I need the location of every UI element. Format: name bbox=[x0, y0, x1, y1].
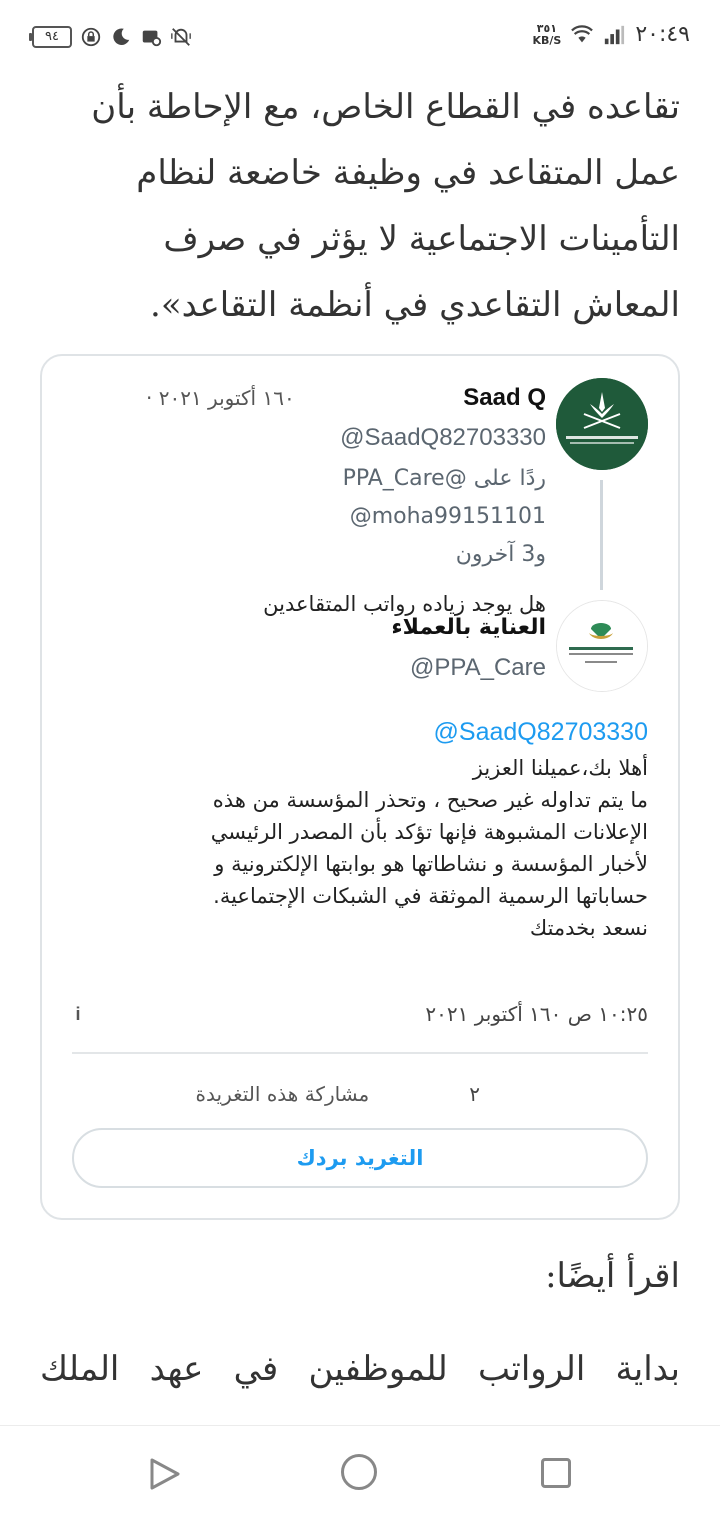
back-triangle-icon[interactable] bbox=[146, 1456, 182, 1492]
tweet-date-text: ١٦٠ أكتوبر ٢٠٢١ bbox=[158, 386, 295, 410]
tweet-meta bbox=[68, 994, 648, 1034]
embedded-tweet-card[interactable] bbox=[40, 354, 680, 1220]
reply-button[interactable]: التغريد بردك bbox=[72, 1128, 648, 1188]
tweet-date[interactable] bbox=[146, 386, 295, 410]
notification-icon bbox=[140, 26, 162, 48]
tweet-timestamp[interactable]: ١٠:٢٥ ص ١٦٠ أكتوبر ٢٠٢١ bbox=[425, 1002, 648, 1026]
article-body bbox=[40, 74, 680, 338]
navigation-bar bbox=[0, 1425, 720, 1520]
read-also-heading: اقرأ أيضًا: bbox=[545, 1256, 680, 1296]
mute-icon bbox=[170, 26, 192, 48]
tweet-text-line: لأخبار المؤسسة و نشاطاتها هو بوابتها الإلكترونية و bbox=[214, 852, 648, 876]
author-handle[interactable]: @SaadQ82703330 bbox=[340, 424, 546, 451]
date-separator: · bbox=[146, 386, 153, 410]
tweet-text-line: أهلا بك،عميلنا العزيز bbox=[472, 756, 648, 780]
tweet-text-line: نسعد بخدمتك bbox=[529, 916, 648, 940]
home-circle-icon[interactable] bbox=[341, 1454, 377, 1490]
original-tweet[interactable] bbox=[146, 378, 546, 620]
network-speed bbox=[532, 23, 561, 47]
clock: ٢٠:٤٩ bbox=[635, 22, 690, 47]
replying-to[interactable] bbox=[146, 460, 546, 574]
speed-value: ٣٥١ bbox=[536, 21, 557, 35]
author-handle[interactable]: @PPA_Care bbox=[410, 654, 546, 681]
tweet-text-line: حساباتها الرسمية الموثقة في الشبكات الإجتماعية. bbox=[213, 884, 648, 908]
article-line: تقاعده في القطاع الخاص، مع الإحاطة بأن bbox=[91, 87, 680, 127]
tweet-header bbox=[146, 378, 546, 418]
speed-unit: KB/S bbox=[532, 33, 562, 47]
avatar[interactable] bbox=[556, 378, 648, 470]
reply-tweet-body bbox=[68, 712, 648, 944]
reply-author[interactable] bbox=[146, 608, 546, 688]
battery-icon: ٩٤ bbox=[32, 26, 72, 48]
status-bar bbox=[0, 0, 720, 70]
tweet-text-line: الإعلانات المشبوهة فإنها تؤكد بأن المصدر الرئيسي bbox=[210, 820, 648, 844]
signal-icon bbox=[603, 24, 625, 46]
mention-link[interactable]: @SaadQ82703330 bbox=[433, 718, 648, 746]
divider bbox=[72, 1052, 648, 1054]
replying-to-others: و3 آخرون bbox=[455, 542, 546, 567]
recents-square-icon[interactable] bbox=[541, 1458, 571, 1488]
article-line: بداية الرواتب للموظفين في عهد الملك bbox=[40, 1349, 680, 1389]
gosi-logo-icon bbox=[556, 601, 647, 692]
info-icon[interactable]: i bbox=[75, 1003, 81, 1024]
share-tweet-button[interactable]: مشاركة هذه التغريدة bbox=[195, 1082, 370, 1106]
wifi-icon bbox=[571, 24, 593, 46]
article-line: التأمينات الاجتماعية لا يؤثر في صرف bbox=[163, 219, 680, 259]
article-line: المعاش التقاعدي في أنظمة التقاعد». bbox=[150, 285, 680, 325]
tweet-actions bbox=[72, 1074, 648, 1114]
saudi-emblem-icon bbox=[556, 378, 648, 470]
tweet-text: هل يوجد زياده رواتب المتقاعدين bbox=[263, 592, 546, 616]
moon-icon bbox=[110, 26, 132, 48]
avatar[interactable] bbox=[556, 600, 648, 692]
tweet-text-line: ما يتم تداوله غير صحيح ، وتحذر المؤسسة من هذه bbox=[212, 788, 648, 812]
status-left bbox=[32, 26, 192, 48]
replying-to-line: ردًا على @PPA_Care @moha99151101 bbox=[342, 466, 546, 529]
related-article-link[interactable] bbox=[40, 1336, 680, 1426]
lock-rotation-icon bbox=[80, 26, 102, 48]
share-count: ٢ bbox=[469, 1082, 480, 1106]
status-right bbox=[532, 22, 690, 47]
thread-connector bbox=[600, 480, 603, 590]
author-name[interactable]: العناية بالعملاء bbox=[391, 615, 546, 640]
author-name[interactable]: Saad Q bbox=[463, 384, 546, 411]
article-line: عمل المتقاعد في وظيفة خاضعة لنظام bbox=[136, 153, 680, 193]
